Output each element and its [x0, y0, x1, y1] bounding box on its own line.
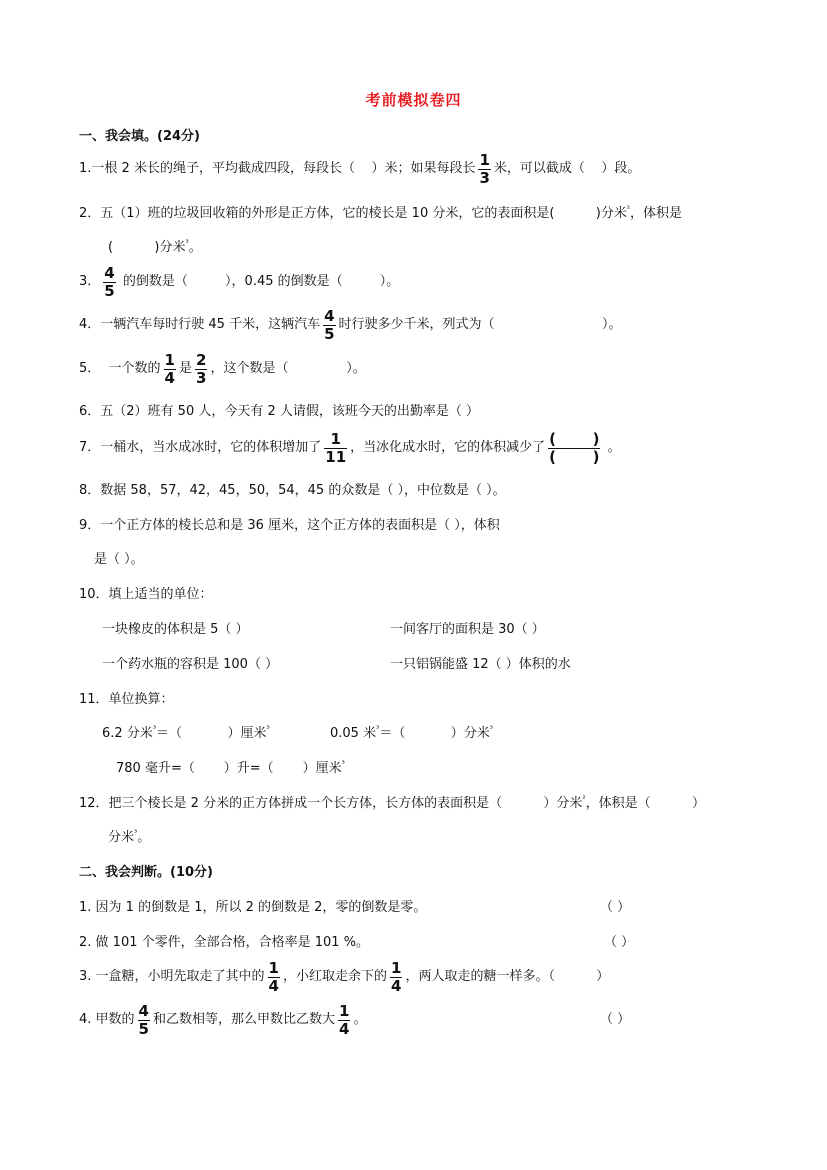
question-1-11: 11．单位换算： [79, 692, 174, 707]
fraction: $\frac{4}{5}$ [324, 306, 335, 343]
fraction: $\frac{2}{3}$ [196, 350, 207, 387]
question-1-11-a: 6.2 分米 ³ ＝（ ）厘米 ³ [102, 724, 270, 741]
fraction: $\frac{1}{11}$ [325, 429, 347, 466]
question-1-6: 6．五（2）班有 50 人，今天有 2 人请假，该班今天的出勤率是（ ） [79, 404, 480, 419]
fraction: $\frac{1}{4}$ [339, 1001, 350, 1038]
question-1-9-cont: 是（ ）。 [94, 552, 144, 567]
question-1-10-d: 一只铝锅能盛 12（ ）体积的水 [390, 657, 571, 672]
question-1-9: 9．一个正方体的棱长总和是 36 厘米，这个正方体的表面积是（ ），体积 [79, 518, 500, 533]
question-1-10-b: 一间客厅的面积是 30（ ） [390, 622, 545, 637]
question-1-10-a: 一块橡皮的体积是 5（ ） [102, 622, 249, 637]
question-1-5: 5． 一个数的 $\frac{1}{4}$ 是 $\frac{2}{3}$ ，这个数是（ ）。 [79, 350, 366, 387]
blank-fraction: $\frac{( )}{( )}$ [549, 429, 600, 466]
question-1-12-cont: 分米 ³ 。 [108, 828, 151, 845]
question-1-10-c: 一个药水瓶的容积是 100（ ） [102, 657, 279, 672]
question-1-8: 8．数据 58，57，42，45，50，54，45 的众数是（ ），中位数是（ ）。 [79, 483, 506, 498]
judge-1-answer: （ ） [600, 900, 631, 915]
section-heading-fill: 一、我会填。(24分) [79, 129, 200, 144]
question-1-2: 2．五（1）班的垃圾回收箱的外形是正方体，它的棱长是 10 分米，它的表面积是( )分米 ² ，体积是 [79, 204, 683, 221]
section-heading-judge: 二、我会判断。(10分) [79, 865, 213, 880]
question-1-1: 1.一根 2 米长的绳子，平均截成四段，每段长（ ）米；如果每段长 $\frac{1}{3}$ 米，可以截成（ ）段。 [79, 150, 641, 187]
page-title: 考前模拟卷四 [365, 91, 462, 109]
judge-2-answer: （ ） [604, 935, 635, 950]
fraction: $\frac{1}{3}$ [479, 150, 490, 187]
question-1-3: 3． $\frac{4}{5}$ 的倒数是（ ），0.45 的倒数是（ ）。 [79, 263, 400, 300]
judge-1: 1. 因为 1 的倒数是 1，所以 2 的倒数是 2，零的倒数是零。 [79, 900, 427, 915]
question-1-11-b: 0.05 米 ³ ＝（ ）分米 ³ [330, 724, 493, 741]
question-1-11-c: 780 毫升=（ ）升=（ ）厘米 ³ [116, 759, 345, 776]
question-1-12: 12．把三个棱长是 2 分米的正方体拼成一个长方体，长方体的表面积是（ ）分米 ² ，体积是（ ） [79, 794, 705, 811]
question-1-4: 4．一辆汽车每时行驶 45 千米，这辆汽车 $\frac{4}{5}$ 时行驶多少千米，列式为（ ）。 [79, 306, 622, 343]
judge-3: 3. 一盒糖，小明先取走了其中的 $\frac{1}{4}$ ，小红取走余下的 $\frac{1}{4}$ ，两人取走的糖一样多。（ ） [79, 958, 610, 995]
question-1-10: 10．填上适当的单位： [79, 587, 213, 602]
question-1-7: 7．一桶水，当水成冰时，它的体积增加了 $\frac{1}{11}$ ，当冰化成水时，它的体积减少了 $\frac{( )}{( )}$ 。 [79, 429, 621, 466]
fraction: $\frac{1}{4}$ [164, 350, 175, 387]
judge-2: 2. 做 101 个零件，全部合格，合格率是 101 %。 [79, 935, 370, 950]
fraction: $\frac{1}{4}$ [268, 958, 279, 995]
fraction: $\frac{4}{5}$ [138, 1001, 149, 1038]
judge-4-answer: （ ） [600, 1012, 631, 1027]
fraction: $\frac{4}{5}$ [104, 263, 115, 300]
judge-4: 4. 甲数的 $\frac{4}{5}$ 和乙数相等，那么甲数比乙数大 $\frac{1}{4}$ 。 [79, 1001, 367, 1038]
question-1-2-cont: ( )分米 ³ 。 [108, 238, 202, 255]
fraction: $\frac{1}{4}$ [391, 958, 402, 995]
